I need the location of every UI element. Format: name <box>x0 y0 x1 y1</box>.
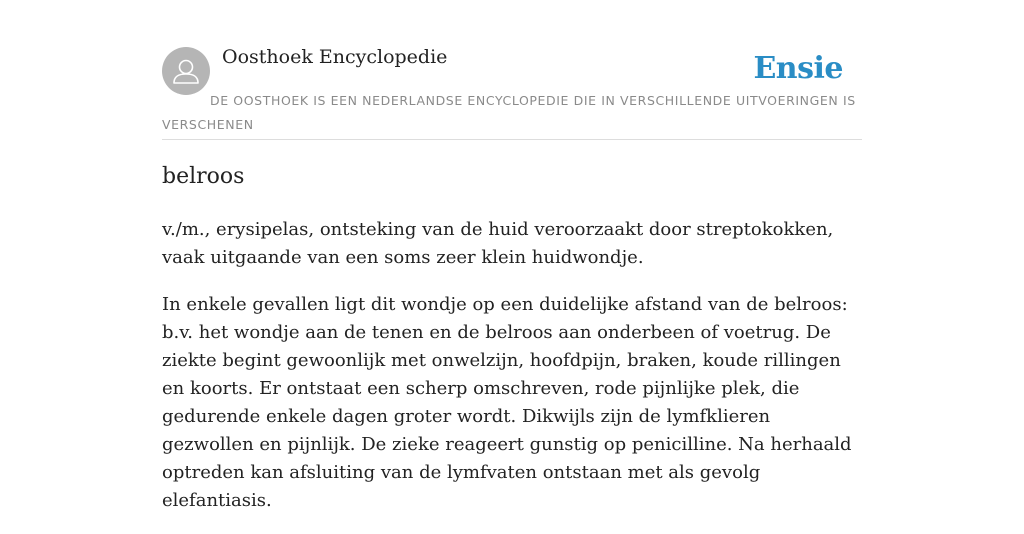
source-header <box>162 0 862 140</box>
user-icon <box>162 47 210 95</box>
page-container <box>162 0 862 511</box>
source-avatar[interactable] <box>162 47 210 95</box>
entry-body <box>162 216 862 534</box>
source-tagline: DE OOSTHOEK IS EEN NEDERLANDSE ENCYCLOPEDIE DIE IN VERSCHILLENDE UITVOERINGEN IS VERSCHENEN <box>162 93 856 132</box>
source-name-link[interactable]: Oosthoek Encyclopedie <box>222 46 448 68</box>
entry-title: belroos <box>162 164 245 189</box>
entry-paragraph: In enkele gevallen ligt dit wondje op een duidelijke afstand van de belroos: b.v. het wondje aan de tenen en de belroos aan onderbeen of voetrug. De ziekte begint gewoonlijk met onwelzijn, hoofdpijn, braken, koude rillingen en koorts. Er ontstaat een scherp omschreven, rode pijnlijke plek, die gedurende enkele dagen groter wordt. Dikwijls zijn de lymfklieren gezwollen en pijnlijk. De zieke reageert gunstig op penicilline. Na herhaald optreden kan afsluiting van de lymfvaten ontstaan met als gevolg elefantiasis. <box>162 294 852 511</box>
entry-paragraph: v./m., erysipelas, ontsteking van de huid veroorzaakt door streptokokken, vaak uitgaande van een soms zeer klein huidwondje. <box>162 219 834 268</box>
ensie-logo[interactable]: Ensie <box>753 51 843 86</box>
